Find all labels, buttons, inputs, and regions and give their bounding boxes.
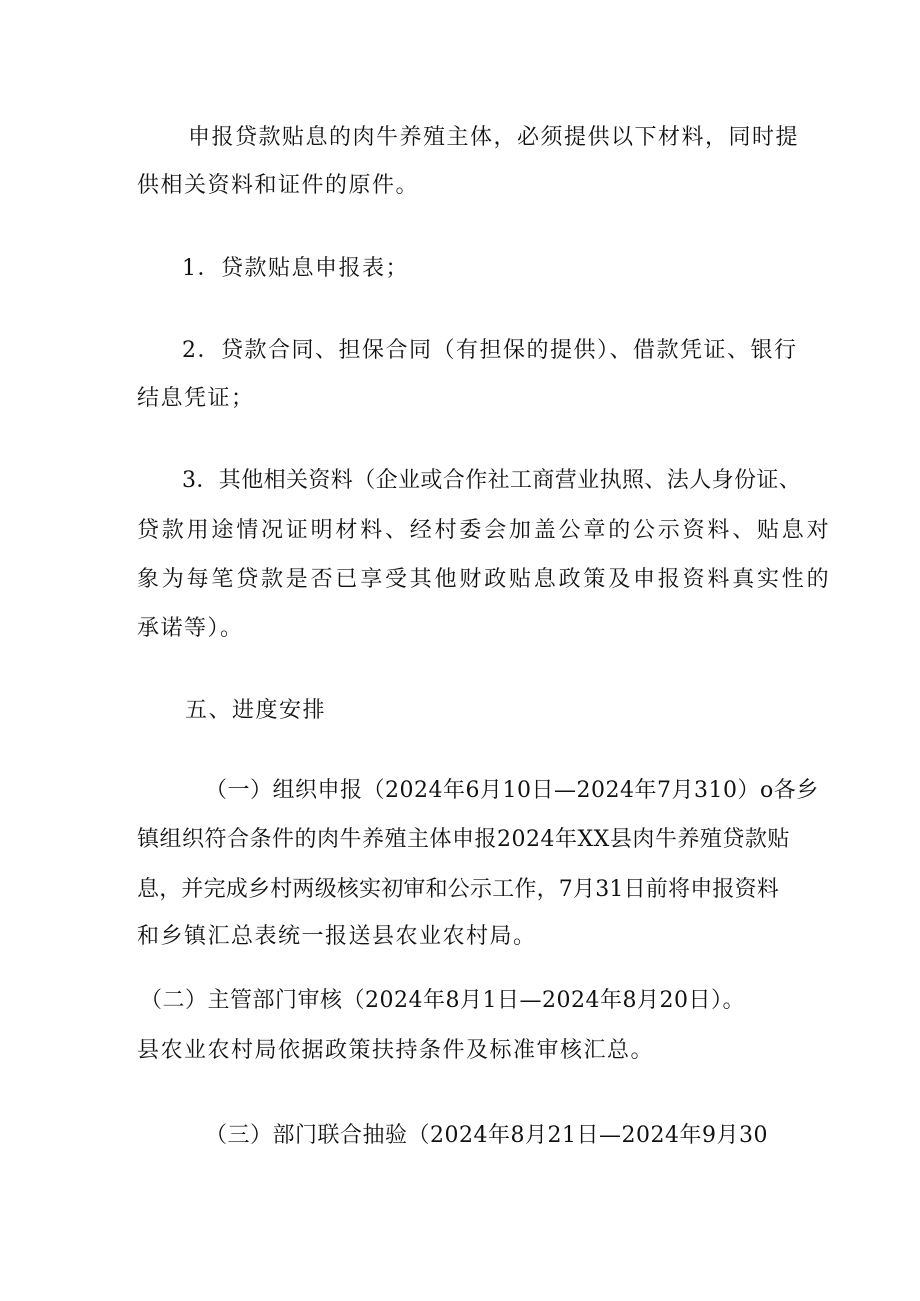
schedule-1-line-2: 镇组织符合条件的肉牛养殖主体申报2024年XX县肉牛养殖贷款贴 [137, 827, 790, 852]
paragraph-1-line-2: 供相关资料和证件的原件。 [137, 173, 420, 198]
list-item-2-line-2: 结息凭证； [137, 386, 255, 411]
list-item-2-line-1: 2．贷款合同、担保合同（有担保的提供）、借款凭证、银行 [182, 338, 798, 363]
list-item-3-line-2: 贷款用途情况证明材料、经村委会加盖公章的公示资料、贴息对 [137, 518, 832, 543]
list-item-3-line-4: 承诺等）。 [137, 616, 244, 641]
schedule-1-line-3: 息，并完成乡村两级核实初审和公示工作，7月31日前将申报资料 [137, 877, 779, 902]
schedule-3-line-1: （三）部门联合抽验（2024年8月21日—2024年9月30 [205, 1123, 768, 1148]
schedule-2-line-1: （二）主管部门审核（2024年8月1日—2024年8月20日）。 [140, 988, 745, 1013]
schedule-1-line-4: 和乡镇汇总表统一报送县农业农村局。 [137, 924, 537, 949]
paragraph-1-line-1: 申报贷款贴息的肉牛养殖主体，必须提供以下材料，同时提 [188, 125, 800, 150]
list-item-1: 1．贷款贴息申报表； [182, 256, 409, 281]
schedule-1-line-1: （一）组织申报（2024年6月10日—2024年7月310）o各乡 [205, 778, 819, 803]
list-item-3-line-1: 3．其他相关资料（企业或合作社工商营业执照、法人身份证、 [182, 468, 802, 493]
section-heading: 五、进度安排 [185, 698, 327, 723]
list-item-3-line-3: 象为每笔贷款是否已享受其他财政贴息政策及申报资料真实性的 [137, 567, 832, 592]
schedule-2-line-2: 县农业农村局依据政策扶持条件及标准审核汇总。 [137, 1038, 655, 1063]
